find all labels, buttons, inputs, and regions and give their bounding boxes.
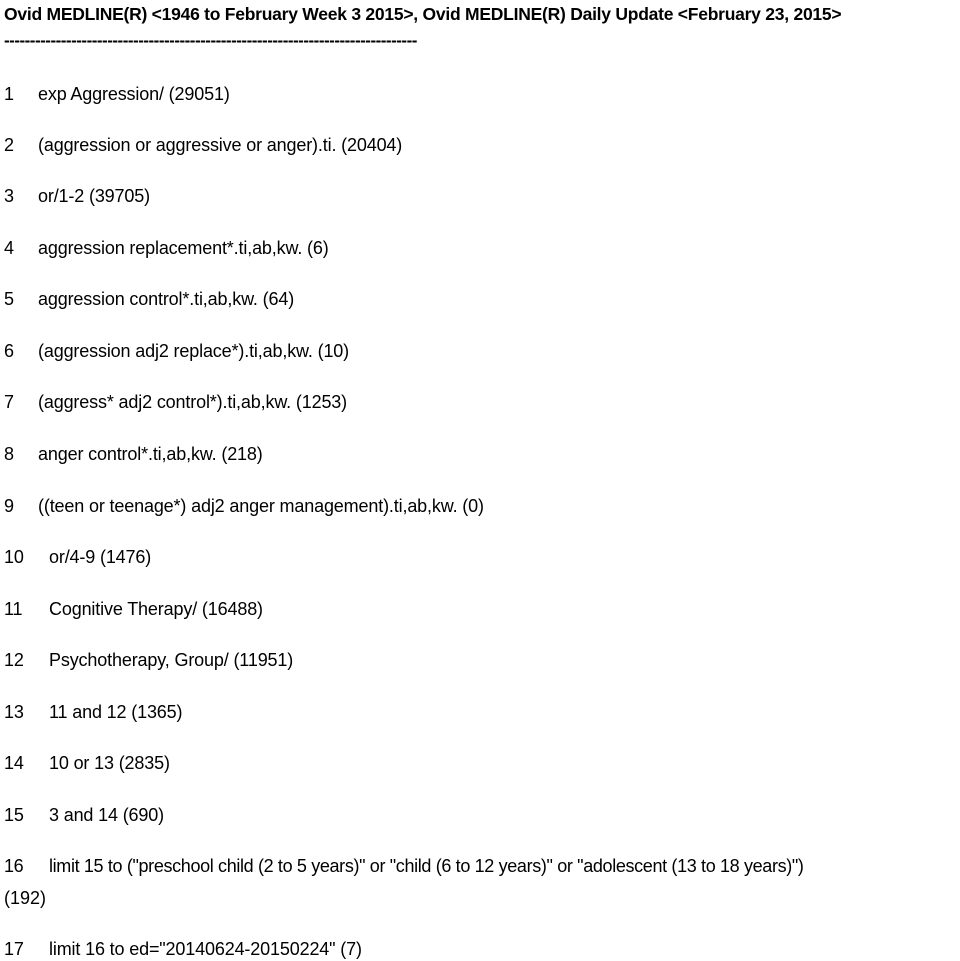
search-query: exp Aggression/ (29051) [38,84,230,104]
search-query: Cognitive Therapy/ (16488) [49,599,263,619]
line-number: 2 [4,135,14,155]
search-line [4,184,150,208]
line-number: 13 [4,702,24,722]
line-number: 1 [4,84,14,104]
search-line [4,597,263,621]
search-query: 11 and 12 (1365) [49,702,183,722]
search-line [4,700,182,724]
line-number: 5 [4,289,14,309]
search-line [4,236,329,260]
line-number: 4 [4,238,14,258]
search-query: (aggression or aggressive or anger).ti. (20404) [38,135,403,155]
line-number: 9 [4,496,14,516]
search-line [4,494,484,518]
search-query: ((teen or teenage*) adj2 anger management).ti,ab,kw. (0) [38,496,484,516]
search-line [4,390,347,414]
line-number: 7 [4,392,14,412]
line-number: 12 [4,650,24,670]
search-query: anger control*.ti,ab,kw. (218) [38,444,263,464]
search-line [4,751,170,775]
line-number: 11 [4,599,23,619]
search-line [4,82,230,106]
search-line [4,937,362,961]
database-title: Ovid MEDLINE(R) <1946 to February Week 3 2015>, Ovid MEDLINE(R) Daily Update <February 23, 2015> [4,4,842,24]
search-line [4,854,804,878]
line-number: 17 [4,939,24,959]
search-query: (aggression adj2 replace*).ti,ab,kw. (10) [38,341,350,361]
search-query: 3 and 14 (690) [49,805,164,825]
search-query: 10 or 13 (2835) [49,753,170,773]
search-line [4,545,151,569]
search-line [4,339,349,363]
line-number: 14 [4,753,24,773]
search-line [4,442,263,466]
line-number: 15 [4,805,24,825]
line-number: 8 [4,444,14,464]
search-query: or/1-2 (39705) [38,186,150,206]
search-query: Psychotherapy, Group/ (11951) [49,650,294,670]
search-line [4,133,402,157]
search-query: aggression control*.ti,ab,kw. (64) [38,289,295,309]
search-line [4,287,294,311]
search-query: limit 15 to ("preschool child (2 to 5 years)" or "child (6 to 12 years)" or "adolescent (13 to 18 years)") [49,856,804,876]
search-query: or/4-9 (1476) [49,547,152,567]
search-line [4,648,293,672]
line-number: 10 [4,547,24,567]
line-number: 6 [4,341,14,361]
search-query-continuation: (192) [4,888,47,908]
line-number: 16 [4,856,24,876]
search-query: aggression replacement*.ti,ab,kw. (6) [38,238,329,258]
search-query: limit 16 to ed="20140624-20150224" (7) [49,939,362,959]
line-number: 3 [4,186,14,206]
search-line [4,803,164,827]
search-query: (aggress* adj2 control*).ti,ab,kw. (1253) [38,392,348,412]
header-divider: -------------------------------------------------------------------------------- [4,31,417,50]
